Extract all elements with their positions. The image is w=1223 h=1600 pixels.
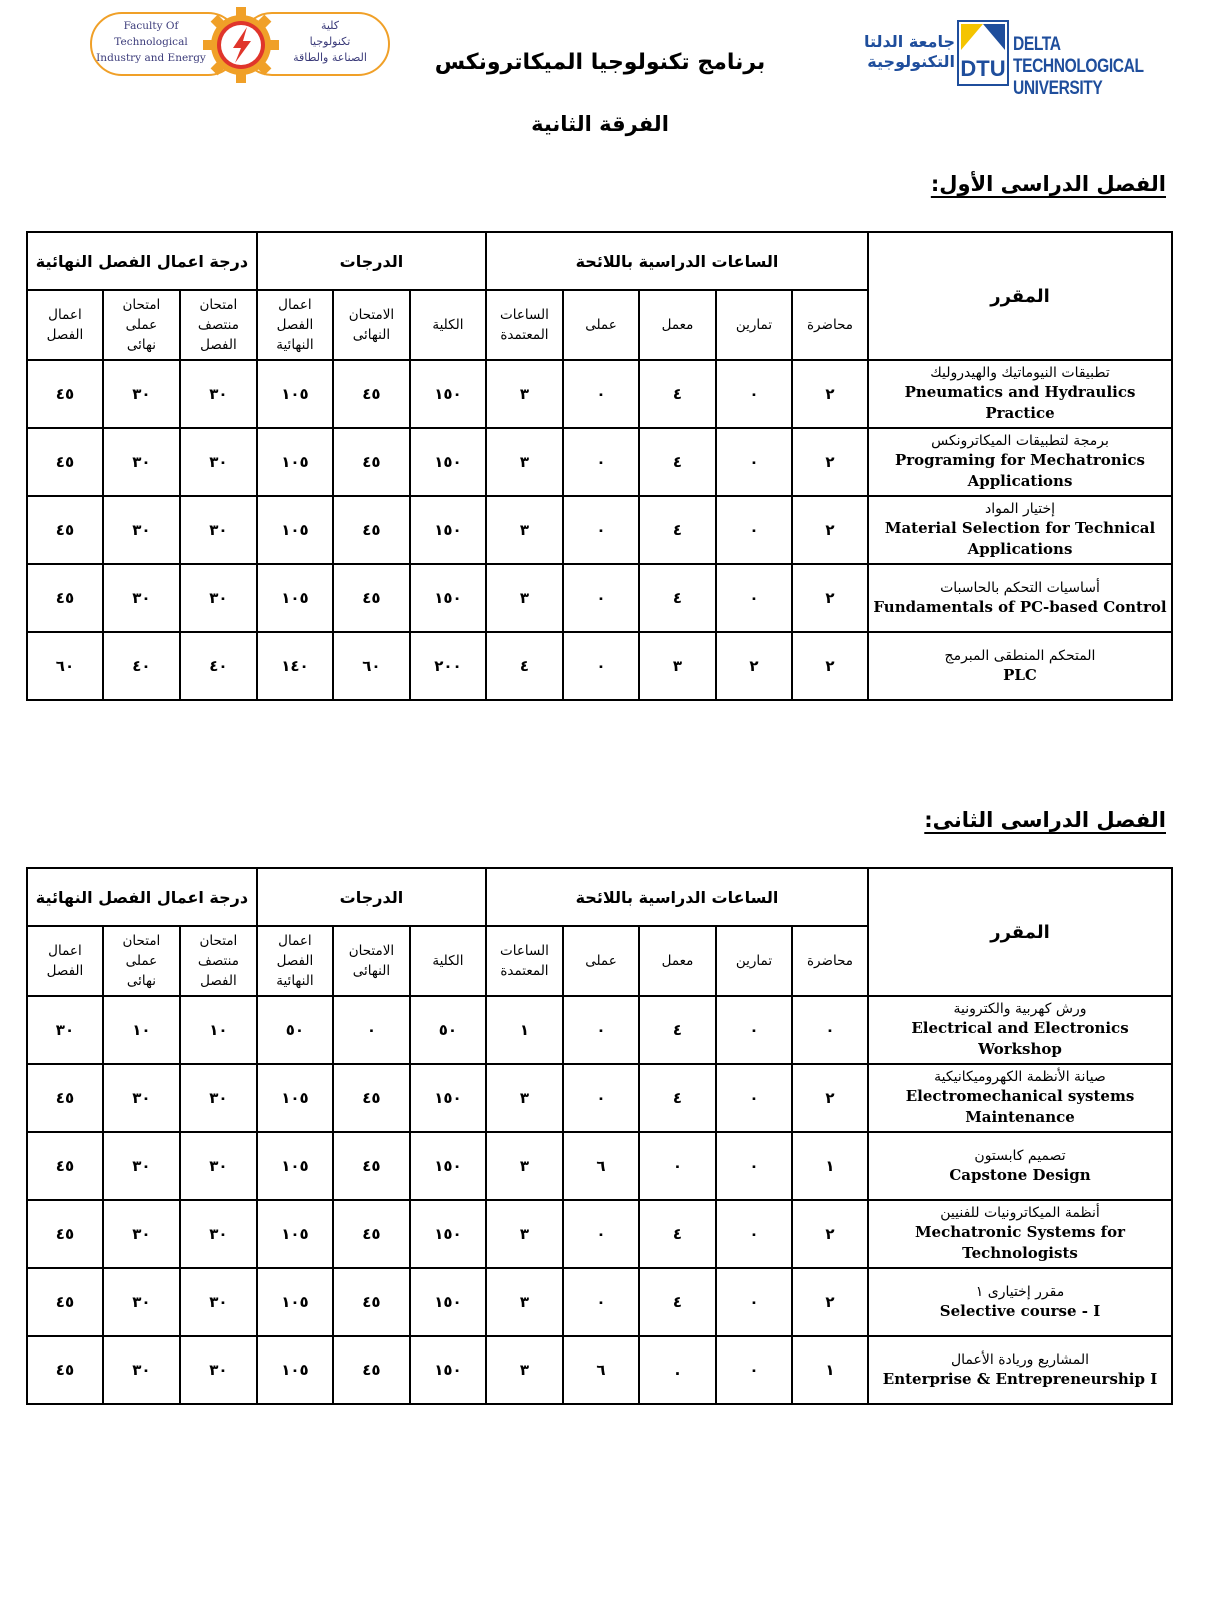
cell-total: ٥٠: [410, 996, 486, 1064]
faculty-logo-ar-line: كلية: [320, 19, 340, 32]
final-exam-header: [333, 290, 410, 360]
cell-practical: ٦: [563, 1336, 639, 1404]
grades-header: الدرجات: [257, 232, 486, 290]
svg-text:DTU: DTU: [960, 56, 1006, 81]
cell-final-cw: ١٠٥: [257, 1132, 333, 1200]
cell-total: ١٥٠: [410, 1268, 486, 1336]
cell-lab: .: [639, 1336, 716, 1404]
cell-practical-final: ٣٠: [103, 1064, 180, 1132]
final-exam-header-label: الامتحان النهائى: [348, 307, 395, 343]
final-coursework-header: درجة اعمال الفصل النهائية: [27, 232, 257, 290]
course-cell: [868, 996, 1172, 1064]
course-name-ar: صيانة الأنظمة الكهروميكانيكية: [934, 1069, 1106, 1085]
cell-final-cw: ١٤٠: [257, 632, 333, 700]
cell-midterm: ١٠: [180, 996, 257, 1064]
cell-coursework: ٤٥: [27, 1336, 103, 1404]
cell-midterm: ٤٠: [180, 632, 257, 700]
cell-midterm: ٣٠: [180, 564, 257, 632]
cell-practical-final: ٣٠: [103, 1268, 180, 1336]
cell-exercises: ٠: [716, 1200, 792, 1268]
cell-final-exam: ٦٠: [333, 632, 410, 700]
final-practical-exam-header-label: امتحان عملى نهائى: [122, 933, 161, 989]
practical-header: [563, 926, 639, 996]
course-name-en: Enterprise & Entrepreneurship I: [882, 1369, 1158, 1388]
coursework-header: [27, 290, 103, 360]
credit-hours-header-label: الساعات المعتمدة: [500, 307, 549, 343]
faculty-logo-en-line: Industry and Energy: [96, 52, 206, 64]
lab-header: [639, 926, 716, 996]
semester1-table: [26, 231, 1173, 701]
cell-credit: ٣: [486, 1336, 563, 1404]
course-cell: [868, 1200, 1172, 1268]
course-name-en: Programing for Mechatronics Applications: [895, 451, 1145, 490]
cell-credit: ١: [486, 996, 563, 1064]
cell-final-cw: ١٠٥: [257, 360, 333, 428]
faculty-logo-en-line: Technological: [114, 36, 188, 48]
coursework-header-label: اعمال الفصل: [46, 307, 84, 343]
final-coursework-header: درجة اعمال الفصل النهائية: [27, 868, 257, 926]
cell-practical-final: ٣٠: [103, 1336, 180, 1404]
cell-lab: ٤: [639, 1064, 716, 1132]
total-header: [410, 290, 486, 360]
exercises-header-label: تمارين: [735, 317, 773, 333]
cell-coursework: ٤٥: [27, 496, 103, 564]
cell-practical-final: ٣٠: [103, 360, 180, 428]
faculty-logo-ar-line: تكنولوجيا: [309, 35, 351, 48]
cell-total: ١٥٠: [410, 1200, 486, 1268]
total-header-label: الكلية: [432, 317, 464, 333]
cell-practical-final: ٣٠: [103, 1132, 180, 1200]
study-hours-header: الساعات الدراسية باللائحة: [486, 232, 868, 290]
cell-practical: ٠: [563, 564, 639, 632]
cell-coursework: ٤٥: [27, 360, 103, 428]
practical-header-label: عملى: [585, 317, 617, 333]
year-title: الفرقة الثانية: [531, 112, 669, 136]
cell-final-exam: ٤٥: [333, 496, 410, 564]
cell-coursework: ٤٥: [27, 564, 103, 632]
cell-final-exam: ٠: [333, 996, 410, 1064]
cell-exercises: ٠: [716, 996, 792, 1064]
cell-total: ١٥٠: [410, 1064, 486, 1132]
cell-coursework: ٤٥: [27, 1268, 103, 1336]
course-name-en: Electromechanical systems Maintenance: [905, 1087, 1135, 1126]
midterm-exam-header: [180, 926, 257, 996]
course-name-en: Pneumatics and Hydraulics Practice: [904, 383, 1136, 422]
cell-lab: ٤: [639, 564, 716, 632]
cell-total: ١٥٠: [410, 496, 486, 564]
cell-coursework: ٤٥: [27, 1132, 103, 1200]
course-cell: [868, 360, 1172, 428]
cell-exercises: ٠: [716, 1268, 792, 1336]
cell-lecture: ٢: [792, 564, 868, 632]
lecture-header-label: محاضرة: [806, 317, 854, 333]
course-name-ar: إختيار المواد: [984, 501, 1056, 517]
cell-lab: ٤: [639, 428, 716, 496]
cell-final-exam: ٤٥: [333, 1064, 410, 1132]
cell-practical-final: ٣٠: [103, 564, 180, 632]
table-row: [27, 564, 1172, 632]
lecture-header: [792, 926, 868, 996]
cell-practical: ٠: [563, 360, 639, 428]
course-cell: [868, 1132, 1172, 1200]
total-header: [410, 926, 486, 996]
cell-total: ١٥٠: [410, 360, 486, 428]
midterm-exam-header-label: امتحان منتصف الفصل: [197, 933, 239, 989]
total-header-label: الكلية: [432, 953, 464, 969]
course-name-en: Material Selection for Technical Applications: [884, 519, 1156, 558]
cell-lecture: ٢: [792, 360, 868, 428]
semester2-table: [26, 867, 1173, 1405]
cell-final-cw: ١٠٥: [257, 1336, 333, 1404]
cell-lecture: ٢: [792, 1200, 868, 1268]
cell-credit: ٣: [486, 1200, 563, 1268]
gear-lightning-icon: [202, 6, 280, 84]
cell-credit: ٣: [486, 564, 563, 632]
cell-midterm: ٣٠: [180, 428, 257, 496]
table-row: [27, 1064, 1172, 1132]
cell-practical: ٠: [563, 1200, 639, 1268]
cell-final-cw: ٥٠: [257, 996, 333, 1064]
cell-midterm: ٣٠: [180, 1064, 257, 1132]
faculty-logo-ar-text: [280, 18, 380, 66]
practical-header: [563, 290, 639, 360]
cell-credit: ٣: [486, 428, 563, 496]
cell-credit: ٣: [486, 1132, 563, 1200]
lab-header-label: معمل: [661, 317, 694, 333]
cell-exercises: ٠: [716, 1336, 792, 1404]
cell-final-cw: ١٠٥: [257, 1064, 333, 1132]
lecture-header-label: محاضرة: [806, 953, 854, 969]
exercises-header-label: تمارين: [735, 953, 773, 969]
practical-header-label: عملى: [585, 953, 617, 969]
faculty-logo-en-line: Faculty Of: [123, 20, 179, 32]
table-row: [27, 1268, 1172, 1336]
course-name-ar: المشاريع وريادة الأعمال: [950, 1351, 1090, 1368]
cell-final-exam: ٤٥: [333, 428, 410, 496]
table-row: [27, 1132, 1172, 1200]
course-name-en: Selective course - I: [939, 1301, 1101, 1320]
cell-practical: ٠: [563, 428, 639, 496]
cell-midterm: ٣٠: [180, 1268, 257, 1336]
cell-lecture: ٢: [792, 496, 868, 564]
dtu-emblem-icon: [957, 20, 1009, 86]
cell-midterm: ٣٠: [180, 1132, 257, 1200]
course-name-ar: ورش كهربية والكترونية: [953, 1001, 1087, 1017]
final-exam-header: [333, 926, 410, 996]
cell-practical: ٠: [563, 496, 639, 564]
course-cell: [868, 1336, 1172, 1404]
course-name-en: Fundamentals of PC-based Control: [873, 597, 1167, 616]
cell-lecture: ٠: [792, 996, 868, 1064]
cell-exercises: ٠: [716, 1132, 792, 1200]
cell-final-exam: ٤٥: [333, 360, 410, 428]
cell-practical: ٠: [563, 1268, 639, 1336]
course-cell: [868, 428, 1172, 496]
cell-midterm: ٣٠: [180, 496, 257, 564]
cell-final-exam: ٤٥: [333, 564, 410, 632]
final-exam-header-label: الامتحان النهائى: [348, 943, 395, 979]
cell-lecture: ٢: [792, 1064, 868, 1132]
cell-total: ٢٠٠: [410, 632, 486, 700]
table-header-row: [27, 868, 1172, 926]
university-name-en-line1: DELTA TECHNOLOGICAL: [1013, 34, 1144, 77]
table-row: [27, 428, 1172, 496]
course-cell: [868, 496, 1172, 564]
grades-header: الدرجات: [257, 868, 486, 926]
table-row: [27, 996, 1172, 1064]
cell-final-exam: ٤٥: [333, 1268, 410, 1336]
cell-practical: ٠: [563, 632, 639, 700]
faculty-logo-ar-line: الصناعة والطاقة: [293, 51, 367, 64]
cell-exercises: ٠: [716, 428, 792, 496]
exercises-header: [716, 926, 792, 996]
midterm-exam-header: [180, 290, 257, 360]
cell-exercises: ٠: [716, 564, 792, 632]
cell-coursework: ٣٠: [27, 996, 103, 1064]
cell-lab: ٤: [639, 496, 716, 564]
cell-final-exam: ٤٥: [333, 1132, 410, 1200]
course-name-ar: تصميم كابستون: [974, 1147, 1066, 1164]
final-coursework-grade-header: [257, 290, 333, 360]
course-name-ar: المتحكم المنطقى المبرمج: [944, 647, 1096, 664]
cell-total: ١٥٠: [410, 428, 486, 496]
cell-practical-final: ٤٠: [103, 632, 180, 700]
cell-credit: ٣: [486, 1268, 563, 1336]
university-name-en: [1013, 34, 1144, 100]
course-cell: [868, 1064, 1172, 1132]
cell-practical-final: ٣٠: [103, 1200, 180, 1268]
course-column-header: المقرر: [868, 232, 1172, 360]
cell-practical: ٠: [563, 996, 639, 1064]
cell-practical-final: ٣٠: [103, 496, 180, 564]
cell-midterm: ٣٠: [180, 360, 257, 428]
cell-lab: ٤: [639, 1200, 716, 1268]
cell-lab: ٣: [639, 632, 716, 700]
semester2-title: الفصل الدراسى الثانى:: [924, 808, 1166, 832]
cell-practical-final: ٣٠: [103, 428, 180, 496]
university-name-ar-line1: جامعة الدلتا: [863, 32, 955, 51]
final-coursework-grade-header: [257, 926, 333, 996]
cell-credit: ٤: [486, 632, 563, 700]
university-name-ar-line2: التكنولوجية: [867, 52, 955, 71]
cell-lab: ٤: [639, 360, 716, 428]
table-row: [27, 360, 1172, 428]
cell-practical: ٦: [563, 1132, 639, 1200]
cell-coursework: ٤٥: [27, 428, 103, 496]
cell-credit: ٣: [486, 496, 563, 564]
cell-lecture: ٢: [792, 428, 868, 496]
cell-exercises: ٢: [716, 632, 792, 700]
cell-exercises: ٠: [716, 496, 792, 564]
program-title: برنامج تكنولوجيا الميكاترونكس: [434, 50, 766, 75]
course-name-en: Mechatronic Systems for Technologists: [914, 1223, 1126, 1262]
course-cell: [868, 632, 1172, 700]
course-name-en: PLC: [1003, 665, 1037, 684]
cell-final-cw: ١٠٥: [257, 1200, 333, 1268]
midterm-exam-header-label: امتحان منتصف الفصل: [197, 297, 239, 353]
cell-final-cw: ١٠٥: [257, 428, 333, 496]
cell-practical: ٠: [563, 1064, 639, 1132]
final-practical-exam-header-label: امتحان عملى نهائى: [122, 297, 161, 353]
cell-practical-final: ١٠: [103, 996, 180, 1064]
cell-midterm: ٣٠: [180, 1200, 257, 1268]
faculty-logo-en-text: [96, 18, 206, 66]
lecture-header: [792, 290, 868, 360]
semester1-title: الفصل الدراسى الأول:: [930, 172, 1166, 196]
cell-lab: ٠: [639, 1132, 716, 1200]
course-name-ar: برمجة لتطبيقات الميكاترونكس: [931, 433, 1109, 449]
table-row: [27, 496, 1172, 564]
coursework-header: [27, 926, 103, 996]
final-coursework-grade-header-label: اعمال الفصل النهائية: [276, 933, 314, 989]
cell-lab: ٤: [639, 996, 716, 1064]
cell-lecture: ٢: [792, 1268, 868, 1336]
course-column-header: المقرر: [868, 868, 1172, 996]
final-practical-exam-header: [103, 926, 180, 996]
cell-lecture: ٢: [792, 632, 868, 700]
cell-total: ١٥٠: [410, 1132, 486, 1200]
cell-total: ١٥٠: [410, 564, 486, 632]
cell-lab: ٤: [639, 1268, 716, 1336]
cell-exercises: ٠: [716, 360, 792, 428]
exercises-header: [716, 290, 792, 360]
cell-midterm: ٣٠: [180, 1336, 257, 1404]
faculty-logo: [90, 12, 390, 80]
table-row: [27, 632, 1172, 700]
university-name-en-line2: UNIVERSITY: [1013, 78, 1103, 99]
course-name-en: Electrical and Electronics Workshop: [911, 1019, 1129, 1058]
cell-coursework: ٤٥: [27, 1200, 103, 1268]
cell-final-cw: ١٠٥: [257, 496, 333, 564]
final-practical-exam-header: [103, 290, 180, 360]
cell-credit: ٣: [486, 360, 563, 428]
credit-hours-header-label: الساعات المعتمدة: [500, 943, 549, 979]
university-name-ar: [860, 32, 955, 72]
course-name-ar: أساسيات التحكم بالحاسبات: [940, 579, 1100, 596]
lab-header-label: معمل: [661, 953, 694, 969]
table-row: [27, 1200, 1172, 1268]
course-cell: [868, 564, 1172, 632]
table-row: [27, 1336, 1172, 1404]
cell-coursework: ٦٠: [27, 632, 103, 700]
cell-lecture: ١: [792, 1336, 868, 1404]
lab-header: [639, 290, 716, 360]
table-header-row: [27, 232, 1172, 290]
cell-final-exam: ٤٥: [333, 1336, 410, 1404]
course-name-ar: تطبيقات النيوماتيك والهيدروليك: [930, 365, 1110, 381]
coursework-header-label: اعمال الفصل: [46, 943, 84, 979]
course-name-en: Capstone Design: [949, 1165, 1091, 1184]
cell-final-cw: ١٠٥: [257, 1268, 333, 1336]
cell-final-exam: ٤٥: [333, 1200, 410, 1268]
cell-total: ١٥٠: [410, 1336, 486, 1404]
course-name-ar: أنظمة الميكاترونيات للفنيين: [940, 1205, 1100, 1221]
final-coursework-grade-header-label: اعمال الفصل النهائية: [276, 297, 314, 353]
university-logo: [860, 20, 1150, 99]
credit-hours-header: [486, 290, 563, 360]
cell-coursework: ٤٥: [27, 1064, 103, 1132]
study-hours-header: الساعات الدراسية باللائحة: [486, 868, 868, 926]
cell-exercises: ٠: [716, 1064, 792, 1132]
cell-lecture: ١: [792, 1132, 868, 1200]
cell-credit: ٣: [486, 1064, 563, 1132]
credit-hours-header: [486, 926, 563, 996]
course-cell: [868, 1268, 1172, 1336]
course-name-ar: مقرر إختيارى ١: [975, 1283, 1065, 1300]
cell-final-cw: ١٠٥: [257, 564, 333, 632]
